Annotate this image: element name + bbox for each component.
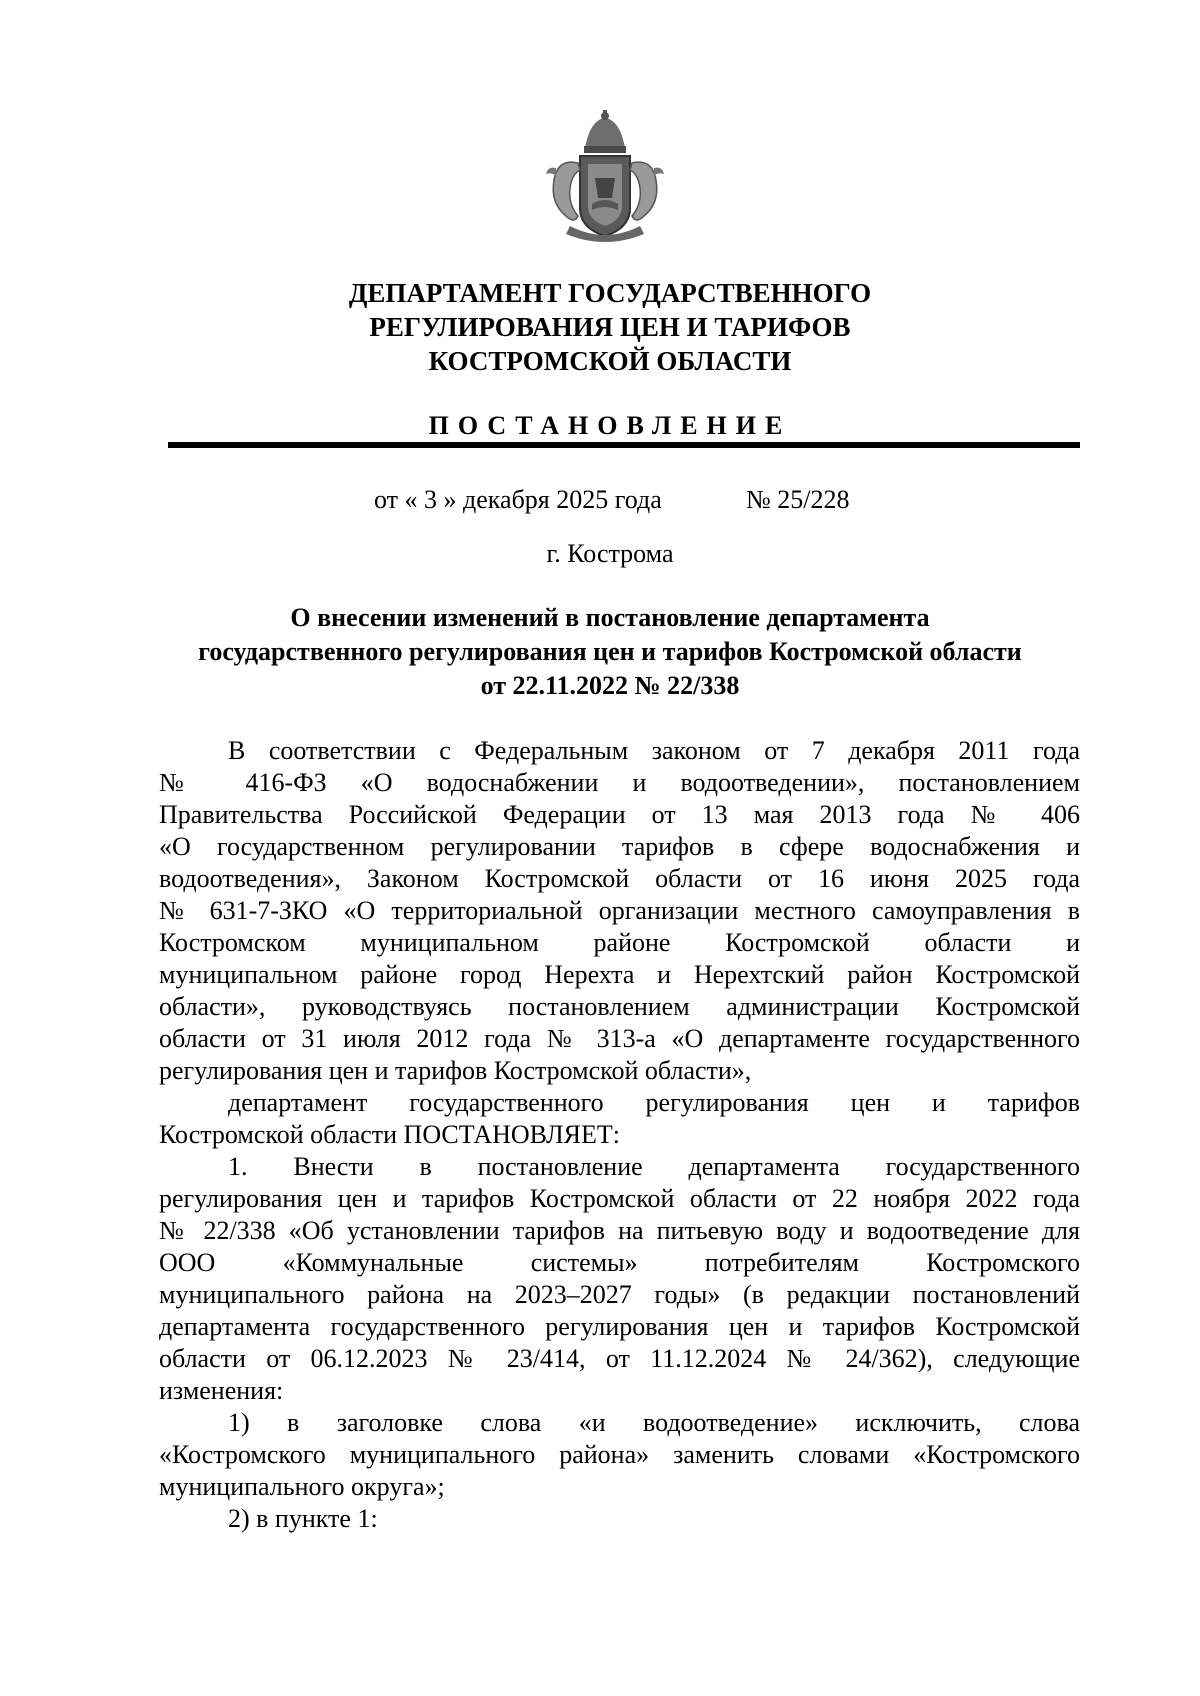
body-line: В соответствии с Федеральным законом от 7 декабря 2011 года <box>228 736 1080 765</box>
document-title-line-3: от 22.11.2022 № 22/338 <box>480 671 740 700</box>
body-line: № 631-7-ЗКО «О территориальной организации местного самоуправления в <box>159 896 1080 925</box>
body-line: регулирования цен и тарифов Костромской области от 22 ноября 2022 года <box>159 1184 1080 1213</box>
body-line: муниципального округа»; <box>159 1472 445 1501</box>
body-line: муниципальном районе город Нерехта и Нерехтский район Костромской <box>159 960 1080 989</box>
body-line: «О государственном регулировании тарифов в сфере водоснабжения и <box>159 832 1080 861</box>
body-line: регулирования цен и тарифов Костромской области», <box>159 1056 752 1085</box>
header-divider <box>168 442 1080 448</box>
body-line: 1) в заголовке слова «и водоотведение» исключить, слова <box>228 1408 1080 1437</box>
coat-of-arms-emblem <box>540 108 670 248</box>
body-line: ООО «Коммунальные системы» потребителям Костромского <box>159 1248 1080 1277</box>
department-name-line-2: РЕГУЛИРОВАНИЯ ЦЕН И ТАРИФОВ <box>369 312 851 342</box>
body-line: 1. Внести в постановление департамента государственного <box>228 1152 1080 1181</box>
body-line: изменения: <box>159 1376 284 1405</box>
document-date: от « 3 » декабря 2025 года <box>374 485 662 514</box>
body-line: Правительства Российской Федерации от 13 мая 2013 года № 406 <box>159 800 1080 829</box>
body-line: 2) в пункте 1: <box>228 1504 378 1533</box>
body-line: области от 06.12.2023 № 23/414, от 11.12.2024 № 24/362), следующие <box>159 1344 1080 1373</box>
body-line: муниципального района на 2023–2027 годы» (в редакции постановлений <box>159 1280 1080 1309</box>
document-title-line-1: О внесении изменений в постановление департамента <box>290 603 930 632</box>
department-name-line-1: ДЕПАРТАМЕНТ ГОСУДАРСТВЕННОГО <box>348 278 872 308</box>
body-line: области от 31 июля 2012 года № 313-а «О департаменте государственного <box>159 1024 1080 1053</box>
body-line: «Костромского муниципального района» заменить словами «Костромского <box>159 1440 1080 1469</box>
document-number: № 25/228 <box>746 485 850 514</box>
document-city: г. Кострома <box>546 539 674 568</box>
body-line: № 416-ФЗ «О водоснабжении и водоотведении», постановлением <box>159 768 1080 797</box>
body-line: Костромской области ПОСТАНОВЛЯЕТ: <box>159 1120 620 1149</box>
body-line: департамента государственного регулирования цен и тарифов Костромской <box>159 1312 1080 1341</box>
body-line: Костромском муниципальном районе Костромской области и <box>159 928 1080 957</box>
body-line: № 22/338 «Об установлении тарифов на питьевую воду и водоотведение для <box>159 1216 1080 1245</box>
body-line: водоотведения», Законом Костромской области от 16 июня 2025 года <box>159 864 1080 893</box>
department-name-line-3: КОСТРОМСКОЙ ОБЛАСТИ <box>428 346 792 376</box>
body-line: департамент государственного регулирования цен и тарифов <box>228 1088 1080 1117</box>
body-line: области», руководствуясь постановлением администрации Костромской <box>159 992 1080 1021</box>
document-title-line-2: государственного регулирования цен и тарифов Костромской области <box>198 637 1022 666</box>
document-type-heading: ПОСТАНОВЛЕНИЕ <box>428 411 792 440</box>
